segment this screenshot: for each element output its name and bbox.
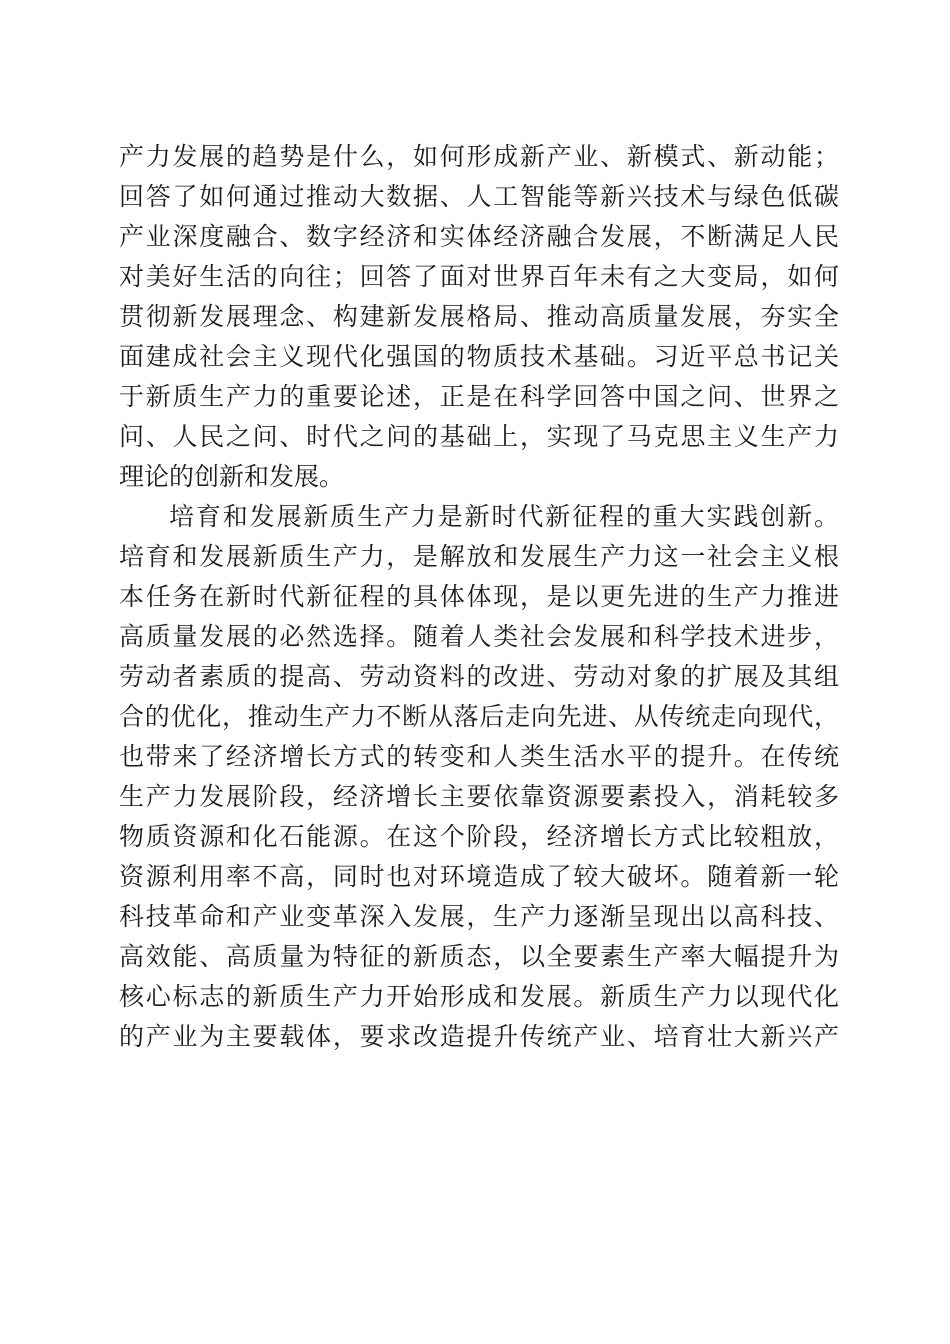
text-line: 高效能、高质量为特征的新质态，以全要素生产率大幅提升为 <box>119 942 839 971</box>
text-line: 生产力发展阶段，经济增长主要依靠资源要素投入，消耗较多 <box>119 782 839 811</box>
body-text <box>119 137 839 1057</box>
text-line: 产业深度融合、数字经济和实体经济融合发展，不断满足人民 <box>119 222 839 251</box>
text-line: 核心标志的新质生产力开始形成和发展。新质生产力以现代化 <box>119 982 839 1011</box>
text-line: 也带来了经济增长方式的转变和人类生活水平的提升。在传统 <box>119 742 839 771</box>
text-line: 资源利用率不高，同时也对环境造成了较大破坏。随着新一轮 <box>119 862 839 891</box>
text-line: 高质量发展的必然选择。随着人类社会发展和科学技术进步， <box>119 622 839 651</box>
text-line: 合的优化，推动生产力不断从落后走向先进、从传统走向现代， <box>119 702 839 731</box>
text-line: 本任务在新时代新征程的具体体现，是以更先进的生产力推进 <box>119 582 839 611</box>
text-line: 面建成社会主义现代化强国的物质技术基础。习近平总书记关 <box>119 342 839 371</box>
paragraph-end-line: 理论的创新和发展。 <box>119 462 345 491</box>
text-line: 回答了如何通过推动大数据、人工智能等新兴技术与绿色低碳 <box>119 182 839 211</box>
text-line: 贯彻新发展理念、构建新发展格局、推动高质量发展，夯实全 <box>119 302 839 331</box>
paragraph-heading-line: 培育和发展新质生产力是新时代新征程的重大实践创新。 <box>169 502 839 531</box>
text-line: 物质资源和化石能源。在这个阶段，经济增长方式比较粗放， <box>119 822 839 851</box>
text-line: 科技革命和产业变革深入发展，生产力逐渐呈现出以高科技、 <box>119 902 839 931</box>
text-line: 产力发展的趋势是什么，如何形成新产业、新模式、新动能； <box>119 142 839 171</box>
text-line: 于新质生产力的重要论述，正是在科学回答中国之问、世界之 <box>119 382 839 411</box>
text-line: 劳动者素质的提高、劳动资料的改进、劳动对象的扩展及其组 <box>119 662 839 691</box>
text-line: 培育和发展新质生产力，是解放和发展生产力这一社会主义根 <box>119 542 839 571</box>
text-line: 的产业为主要载体，要求改造提升传统产业、培育壮大新兴产 <box>119 1022 839 1051</box>
text-line: 问、人民之问、时代之问的基础上，实现了马克思主义生产力 <box>119 422 839 451</box>
text-line: 对美好生活的向往；回答了面对世界百年未有之大变局，如何 <box>119 262 839 291</box>
